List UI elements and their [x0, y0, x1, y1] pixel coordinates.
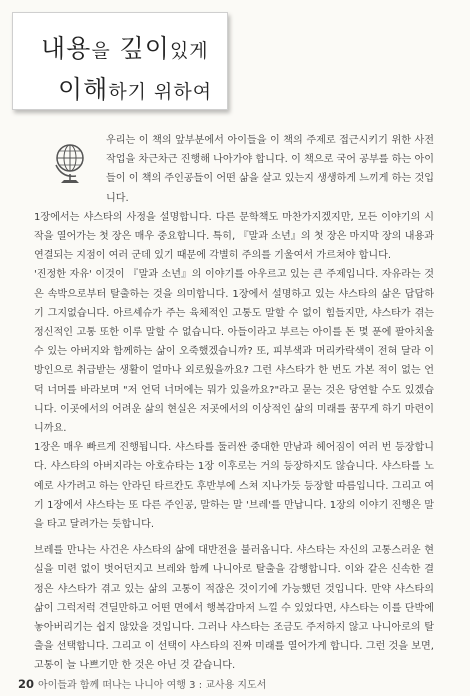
- paragraph-bree-meeting: 브레를 만나는 사건은 샤스타의 삶에 대반전을 불러옵니다. 샤스타는 자신의 고통스러운 현실을 미련 없이 벗어던지고 브레와 함께 나니아로 탈출을 감행합니다. 이와 같은 신속한 결정은 샤스타가 겪고 있는 삶의 고통이 적잖은 것이기에 가능했던 것입니다. 만약 샤스타의 삶이 그럭저럭 견딜만하고 어떤 면에서 행복감마저 느낄 수 있었다면, 샤스타는 이를 단박에 놓아버리기는 쉽지 않았을 것입니다. 그러나 샤스타는 조금도 주저하지 않고 나니아로의 탈출을 선택합니다. 그리고 이 선택이 샤스타의 진짜 미래를 열어가게 합니다. 그런 것을 보면, 고통이 늘 나쁘기만 한 것은 아닌 것 같습니다.: [34, 545, 434, 672]
- section-title-line2: [58, 70, 212, 106]
- title-particle: 을: [91, 40, 111, 62]
- paragraph-freedom-theme: '진정한 자유' 이것이 『말과 소년』의 이야기를 아우르고 있는 큰 주제입니다. 자유라는 것은 속박으로부터 탈출하는 것을 의미합니다. 1장에서 설명하고 있는 샤스타의 삶은 답답하기 그지없습니다. 아르셰슈가 주는 육체적인 고통도 말할 수 없이 힘들지만, 샤스타가 겪는 정신적인 고통 또한 이루 말할 수 없습니다. 아들이라고 부르는 아이를 돈 몇 푼에 팔아치울 수 있는 아버지와 함께하는 삶이 오죽했겠습니까? 또, 피부색과 머리카락색이 전혀 달라 이방인으로 취급받는 생활이 얼마나 외로웠을까요? 그런 샤스타가 한 번도 가본 적이 없는 언덕 너머를 바라보며 "저 언덕 너머에는 뭐가 있을까요?"라고 묻는 것은 당연할 수도 있겠습니다. 이곳에서의 어려운 삶의 현실은 저곳에서의 이상적인 삶의 미래를 꿈꾸게 하기 마련이니까요.: [34, 269, 434, 435]
- section-title-line1: [41, 29, 209, 65]
- page-number: 20: [18, 677, 35, 691]
- title-word-content: 내용: [41, 34, 92, 63]
- section-title-box: [12, 12, 228, 110]
- title-word-understand: 이해: [58, 75, 109, 104]
- title-word-in-order-to: 하기 위하여: [108, 81, 213, 103]
- title-word-deep: 깊이: [119, 34, 170, 63]
- book-title: 아이들과 함께 떠나는 나니아 여행 3 : 교사용 지도서: [38, 680, 267, 691]
- title-word-ly: 있게: [169, 40, 209, 62]
- paragraph-chapter1-pace: 1장은 매우 빠르게 진행됩니다. 샤스타를 둘러싼 중대한 만남과 헤어짐이 여러 번 등장합니다. 샤스타의 아버지라는 아호슈타는 1장 이후로는 거의 등장하지도 않습니다. 샤스타를 노예로 사가려고 하는 안라딘 타르칸도 후반부에 스쳐 지나가듯 등장할 따름입니다. 그리고 여기 1장에서 샤스타는 또 다른 주인공, 말하는 말 '브레'를 만납니다. 1장의 이야기 진행은 말을 타고 달려가는 듯합니다.: [34, 442, 434, 531]
- paragraph-intro: 우리는 이 책의 앞부분에서 아이들을 이 책의 주제로 접근시키기 위한 사전 작업을 차근차근 진행해 나아가야 합니다. 이 책으로 국어 공부를 하는 아이들이 이 책의 주인공들이 어떤 삶을 살고 있는지 생생하게 느끼게 하는 것입니다.: [106, 135, 434, 204]
- page-footer: [18, 676, 266, 691]
- paragraph-chapter1-intro: 1장에서는 샤스타의 사정을 설명합니다. 다른 문학책도 마찬가지겠지만, 모든 이야기의 시작을 열어가는 첫 장은 매우 중요합니다. 특히, 『말과 소년』의 첫 장은 마지막 장의 내용과 연결되는 지점이 여러 군데 있기 때문에 각별히 주의를 기울여서 가르쳐야 합니다.: [34, 211, 434, 262]
- body-text: [34, 131, 434, 676]
